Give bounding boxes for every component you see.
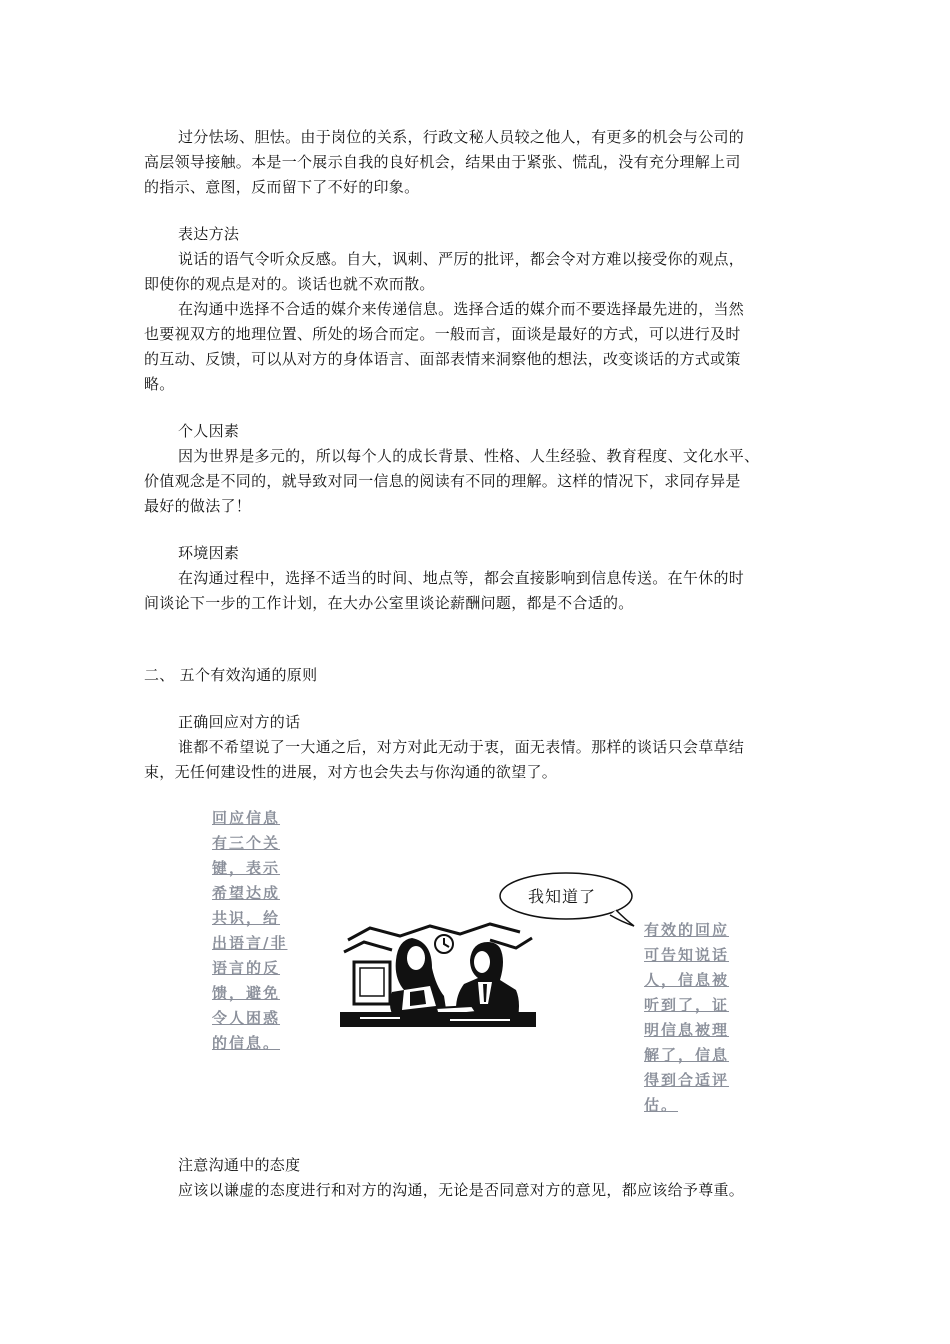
text-line: 最好的做法了！	[144, 497, 252, 515]
text-line: 的指示、意图，反而留下了不好的印象。	[144, 178, 420, 196]
text-line: 即使你的观点是对的。谈话也就不欢而散。	[144, 275, 435, 293]
section-heading: 环境因素	[178, 544, 240, 562]
section-title: 二、 五个有效沟通的原则	[144, 666, 318, 684]
text-line: 间谈论下一步的工作计划，在大办公室里谈论薪酬问题，都是不合适的。	[144, 594, 634, 612]
text-line: 在沟通过程中，选择不适当的时间、地点等，都会直接影响到信息传送。在午休的时	[178, 569, 745, 587]
text-line: 略。	[144, 375, 175, 393]
text-line: 谁都不希望说了一大通之后，对方对此无动于衷，面无表情。那样的谈话只会草草结	[178, 738, 745, 756]
figure-left-caption: 回应信息有三个关键，表示希望达成共识，给出语言/非语言的反馈，避免令人困惑的信息。	[212, 809, 288, 1052]
section-heading: 注意沟通中的态度	[178, 1156, 301, 1174]
text-line: 也要视双方的地理位置、所处的场合而定。一般而言，面谈是最好的方式，可以进行及时	[144, 325, 741, 343]
text-line: 束，无任何建设性的进展，对方也会失去与你沟通的欲望了。	[144, 763, 558, 781]
text-line: 说话的语气令听众反感。自大，讽刺、严厉的批评，都会令对方难以接受你的观点，	[178, 250, 745, 268]
text-line: 过分怯场、胆怯。由于岗位的关系，行政文秘人员较之他人，有更多的机会与公司的	[178, 128, 745, 146]
text-line: 因为世界是多元的，所以每个人的成长背景、性格、人生经验、教育程度、文化水平、	[178, 447, 760, 465]
section-heading: 个人因素	[178, 422, 240, 440]
text-line: 价值观念是不同的，就导致对同一信息的阅读有不同的理解。这样的情况下，求同存异是	[144, 472, 741, 490]
clipart-illustration	[340, 920, 536, 1034]
text-line: 应该以谦虚的态度进行和对方的沟通，无论是否同意对方的意见，都应该给予尊重。	[178, 1181, 745, 1199]
text-line: 高层领导接触。本是一个展示自我的良好机会，结果由于紧张、慌乱，没有充分理解上司	[144, 153, 741, 171]
section-heading: 正确回应对方的话	[178, 713, 301, 731]
section-heading: 表达方法	[178, 225, 240, 243]
text-line: 在沟通中选择不合适的媒介来传递信息。选择合适的媒介而不要选择最先进的，当然	[178, 300, 745, 318]
figure-right-caption: 有效的回应可告知说话人，信息被听到了，证明信息被理解了，信息得到合适评估。	[644, 921, 730, 1114]
speech-bubble-text: 我知道了	[528, 887, 597, 906]
text-line: 的互动、反馈，可以从对方的身体语言、面部表情来洞察他的想法，改变谈话的方式或策	[144, 350, 741, 368]
